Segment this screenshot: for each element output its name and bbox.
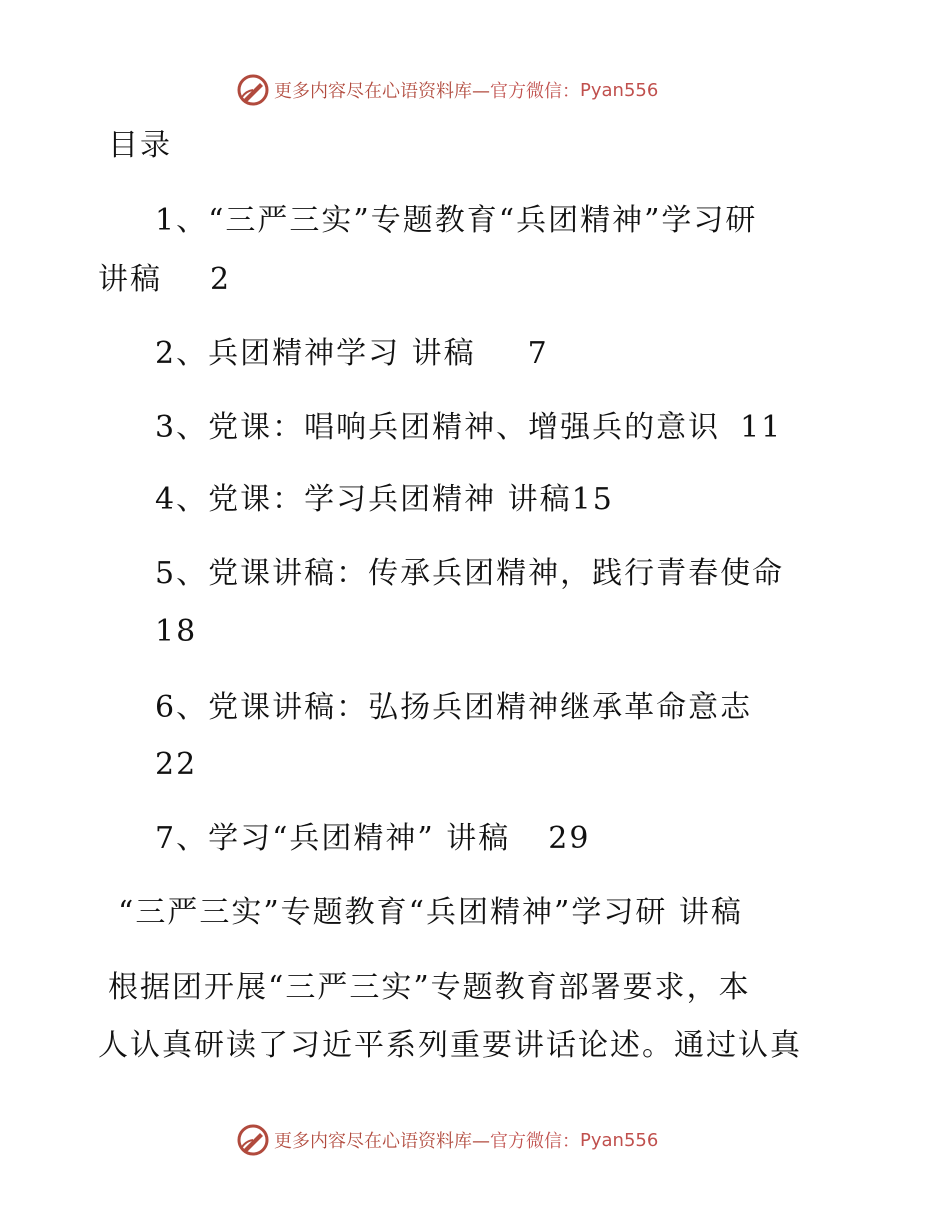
toc-item-page: 7 — [527, 336, 549, 371]
header-banner — [236, 72, 658, 108]
toc-item-1-continued — [98, 262, 231, 298]
toc-item-1 — [155, 203, 757, 239]
toc-item-page: 29 — [548, 821, 591, 856]
toc-item-label: 4、党课：学习兵团精神 讲稿 — [155, 482, 572, 517]
toc-item-page: 15 — [571, 482, 614, 517]
toc-item-6 — [155, 690, 752, 726]
toc-item-page: 22 — [155, 747, 198, 782]
banner-wechat-id: Pyan556 — [580, 79, 659, 101]
toc-item-5 — [155, 556, 784, 592]
toc-item-label: 1、“三严三实”专题教育“兵团精神”学习研 — [155, 203, 758, 238]
pen-logo-icon — [236, 1123, 270, 1157]
banner-wechat-label: 官方微信： — [490, 1131, 580, 1152]
article-paragraph-line-2: 人认真研读了习近平系列重要讲话论述。通过认真 — [98, 1028, 802, 1063]
toc-item-label: 2、兵团精神学习 讲稿 — [155, 336, 476, 371]
toc-item-label: 3、党课：唱响兵团精神、增强兵的意识 — [155, 410, 721, 445]
toc-title: 目录 — [108, 128, 172, 163]
toc-item-3 — [155, 410, 782, 446]
toc-item-6-page-line — [155, 747, 197, 783]
toc-item-label: 7、学习“兵团精神” 讲稿 — [155, 821, 511, 856]
banner-wechat-id: Pyan556 — [580, 1129, 659, 1151]
article-heading: “三严三实”专题教育“兵团精神”学习研 讲稿 — [118, 895, 743, 930]
toc-item-2 — [155, 336, 549, 372]
toc-item-label: 6、党课讲稿：弘扬兵团精神继承革命意志 — [155, 690, 753, 725]
pen-logo-icon — [236, 73, 270, 107]
toc-item-label: 讲稿 — [98, 262, 162, 297]
toc-item-label: 5、党课讲稿：传承兵团精神，践行青春使命 — [155, 556, 785, 591]
article-paragraph-line-1: 根据团开展“三严三实”专题教育部署要求，本 — [108, 970, 751, 1005]
banner-text: 更多内容尽在心语资料库— — [274, 1131, 490, 1152]
toc-item-4 — [155, 482, 614, 518]
toc-item-page: 11 — [740, 410, 783, 445]
toc-item-5-page-line — [155, 614, 197, 650]
toc-item-page: 2 — [210, 262, 232, 297]
banner-text: 更多内容尽在心语资料库— — [274, 81, 490, 102]
banner-wechat-label: 官方微信： — [490, 81, 580, 102]
footer-banner — [236, 1122, 658, 1158]
toc-item-7 — [155, 821, 590, 857]
toc-item-page: 18 — [155, 614, 198, 649]
